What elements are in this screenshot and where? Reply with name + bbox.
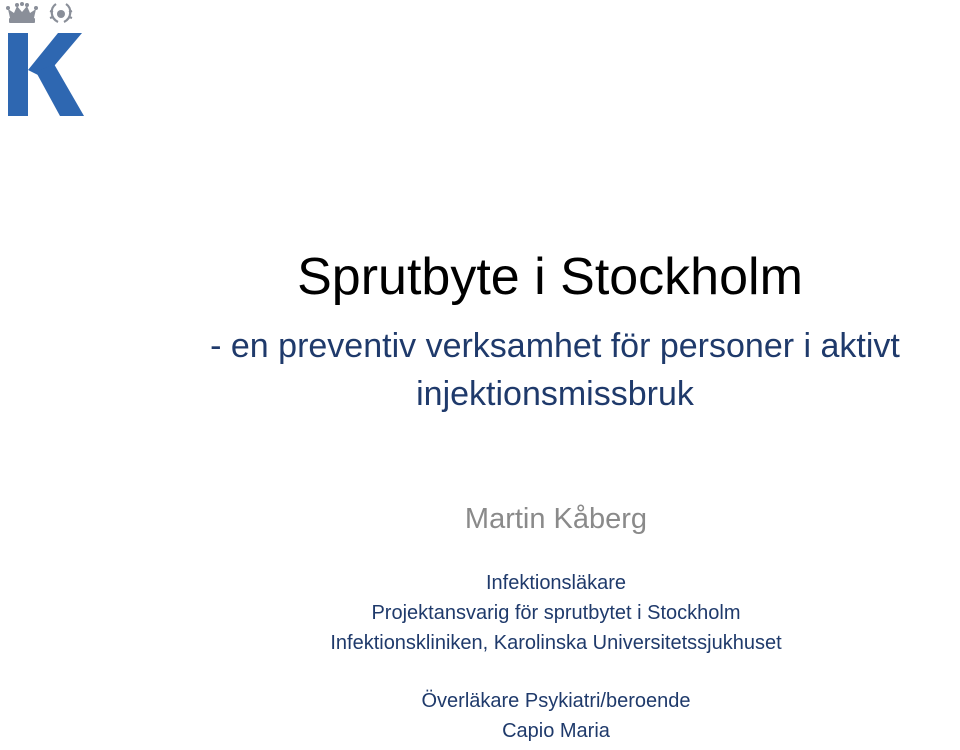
affiliation-line: Capio Maria (502, 720, 610, 742)
subtitle-line: injektionsmissbruk (416, 375, 694, 413)
subtitle-line: - en preventiv verksamhet för personer i aktivt (210, 327, 900, 365)
k-letter-icon (8, 33, 84, 116)
affiliation-line: Överläkare Psykiatri/beroende (421, 690, 691, 712)
affiliation-line: Projektansvarig för sprutbytet i Stockholm (371, 602, 741, 624)
slide-title: Sprutbyte i Stockholm (297, 248, 803, 306)
crown-icon (6, 2, 38, 23)
affiliation-spacer (0, 658, 960, 686)
slide-subtitle (130, 322, 960, 418)
laurel-wreath-icon (50, 4, 72, 22)
karolinska-logo-icon (6, 2, 84, 118)
affiliation-line: Infektionsläkare (485, 572, 627, 594)
author-name: Martin Kåberg (464, 503, 648, 535)
author-affiliation (0, 568, 960, 746)
affiliation-line: Infektionskliniken, Karolinska Universitetssjukhuset (330, 632, 782, 654)
